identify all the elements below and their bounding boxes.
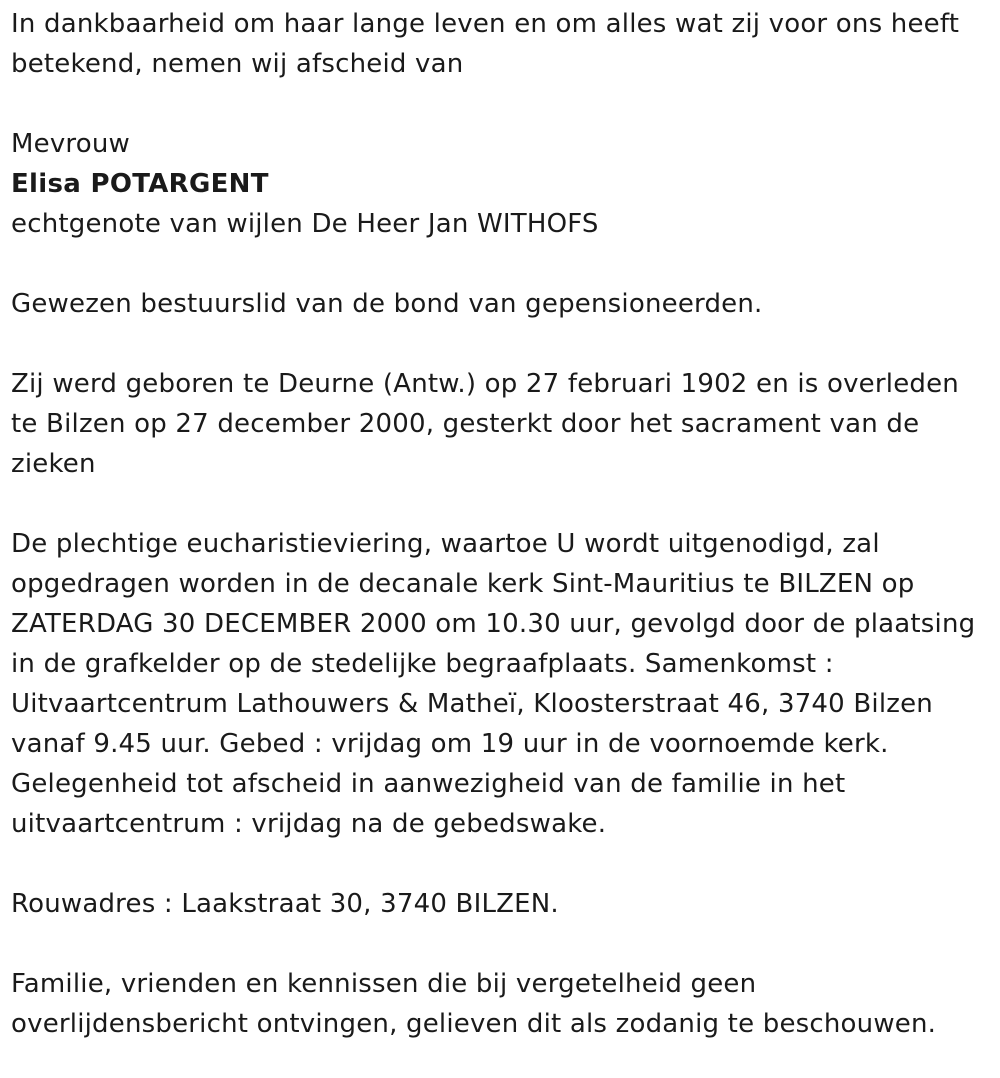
birth-death-line-2: te Bilzen op 27 december 2000, gesterkt door het sacrament van de bbox=[11, 409, 920, 439]
spacer bbox=[11, 84, 986, 124]
ceremony-line-4: in de grafkelder op de stedelijke begraafplaats. Samenkomst : bbox=[11, 649, 834, 679]
role-line: Gewezen bestuurslid van de bond van gepensioneerden. bbox=[11, 289, 763, 319]
spacer bbox=[11, 484, 986, 524]
spouse-line: echtgenote van wijlen De Heer Jan WITHOFS bbox=[11, 209, 599, 239]
spacer bbox=[11, 844, 986, 884]
obituary-notice bbox=[11, 4, 986, 1044]
deceased-name: Elisa POTARGENT bbox=[11, 169, 269, 199]
birth-death-line-3: zieken bbox=[11, 449, 96, 479]
spacer bbox=[11, 924, 986, 964]
intro-line-2: betekend, nemen wij afscheid van bbox=[11, 49, 464, 79]
birth-death-line-1: Zij werd geboren te Deurne (Antw.) op 27 februari 1902 en is overleden bbox=[11, 369, 959, 399]
spacer bbox=[11, 244, 986, 284]
ceremony-line-1: De plechtige eucharistieviering, waartoe U wordt uitgenodigd, zal bbox=[11, 529, 880, 559]
ceremony-line-3: ZATERDAG 30 DECEMBER 2000 om 10.30 uur, gevolgd door de plaatsing bbox=[11, 609, 976, 639]
spacer bbox=[11, 324, 986, 364]
ceremony-line-7: Gelegenheid tot afscheid in aanwezigheid van de familie in het bbox=[11, 769, 846, 799]
mourning-address: Rouwadres : Laakstraat 30, 3740 BILZEN. bbox=[11, 889, 559, 919]
closing-line-2: overlijdensbericht ontvingen, gelieven dit als zodanig te beschouwen. bbox=[11, 1009, 937, 1039]
ceremony-line-6: vanaf 9.45 uur. Gebed : vrijdag om 19 uur in de voornoemde kerk. bbox=[11, 729, 889, 759]
ceremony-line-5: Uitvaartcentrum Lathouwers & Matheï, Kloosterstraat 46, 3740 Bilzen bbox=[11, 689, 933, 719]
intro-line-1: In dankbaarheid om haar lange leven en om alles wat zij voor ons heeft bbox=[11, 9, 960, 39]
ceremony-line-2: opgedragen worden in de decanale kerk Sint-Mauritius te BILZEN op bbox=[11, 569, 915, 599]
closing-line-1: Familie, vrienden en kennissen die bij vergetelheid geen bbox=[11, 969, 757, 999]
ceremony-line-8: uitvaartcentrum : vrijdag na de gebedswake. bbox=[11, 809, 607, 839]
honorific-title: Mevrouw bbox=[11, 129, 130, 159]
